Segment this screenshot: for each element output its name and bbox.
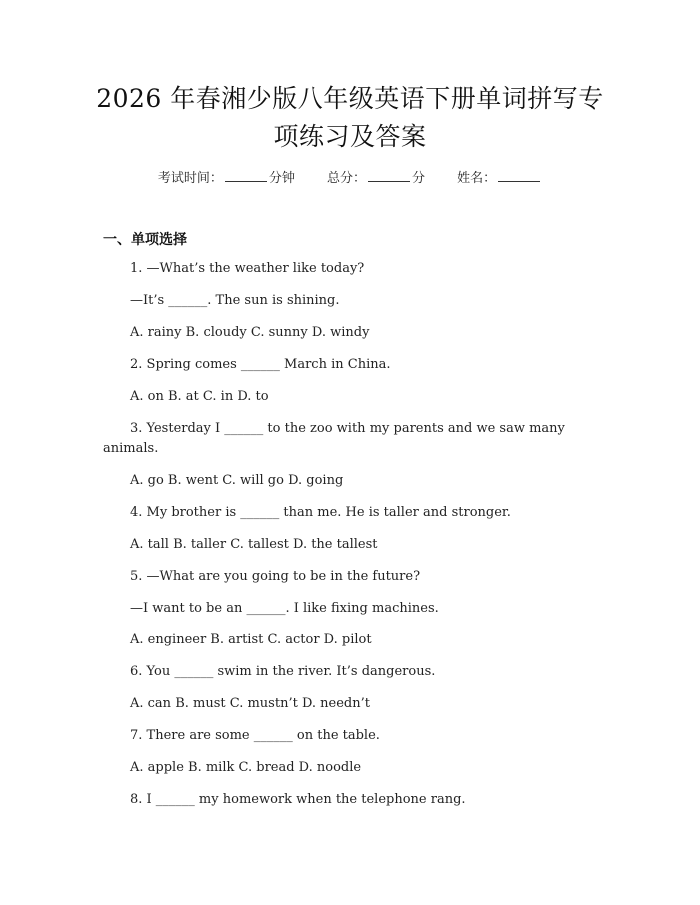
exam-time-blank	[225, 169, 267, 182]
question-line: 6. You ______ swim in the river. It’s dangerous.	[130, 664, 436, 679]
total-score-unit: 分	[412, 171, 426, 186]
answer-options: A. go B. went C. will go D. going	[130, 473, 344, 488]
page-title-line-1: 2026 年春湘少版八年级英语下册单词拼写专	[96, 84, 604, 113]
question-line: 1. —What’s the weather like today?	[130, 261, 365, 276]
question-line: 8. I ______ my homework when the telephone rang.	[130, 792, 466, 807]
question-line: 4. My brother is ______ than me. He is taller and stronger.	[130, 505, 511, 520]
answer-options: A. engineer B. artist C. actor D. pilot	[130, 632, 372, 647]
question-line: 5. —What are you going to be in the future?	[130, 569, 421, 584]
answer-options: A. rainy B. cloudy C. sunny D. windy	[130, 325, 370, 340]
total-score	[327, 167, 425, 186]
answer-options: A. on B. at C. in D. to	[130, 389, 269, 404]
student-name-blank	[498, 169, 540, 182]
section-title: 一、单项选择	[103, 232, 187, 248]
student-name	[457, 167, 542, 186]
answer-options: A. can B. must C. mustn’t D. needn’t	[130, 696, 370, 711]
exam-time-label: 考试时间：	[157, 171, 223, 186]
question-line: —It’s ______. The sun is shining.	[130, 293, 340, 308]
question-line-continued: animals.	[103, 441, 159, 456]
exam-time-unit: 分钟	[268, 171, 295, 186]
answer-options: A. apple B. milk C. bread D. noodle	[130, 760, 362, 775]
exam-time	[158, 167, 295, 186]
total-score-blank	[368, 169, 410, 182]
question-line: 7. There are some ______ on the table.	[130, 728, 380, 743]
page-title-line-2: 项练习及答案	[273, 122, 427, 151]
question-line: —I want to be an ______. I like fixing machines.	[130, 601, 439, 616]
student-name-label: 姓名：	[457, 171, 497, 186]
exam-meta	[0, 167, 700, 186]
question-line: 2. Spring comes ______ March in China.	[130, 357, 391, 372]
question-line: 3. Yesterday I ______ to the zoo with my parents and we saw many	[130, 421, 565, 436]
total-score-label: 总分：	[326, 171, 366, 186]
answer-options: A. tall B. taller C. tallest D. the tallest	[130, 537, 378, 552]
